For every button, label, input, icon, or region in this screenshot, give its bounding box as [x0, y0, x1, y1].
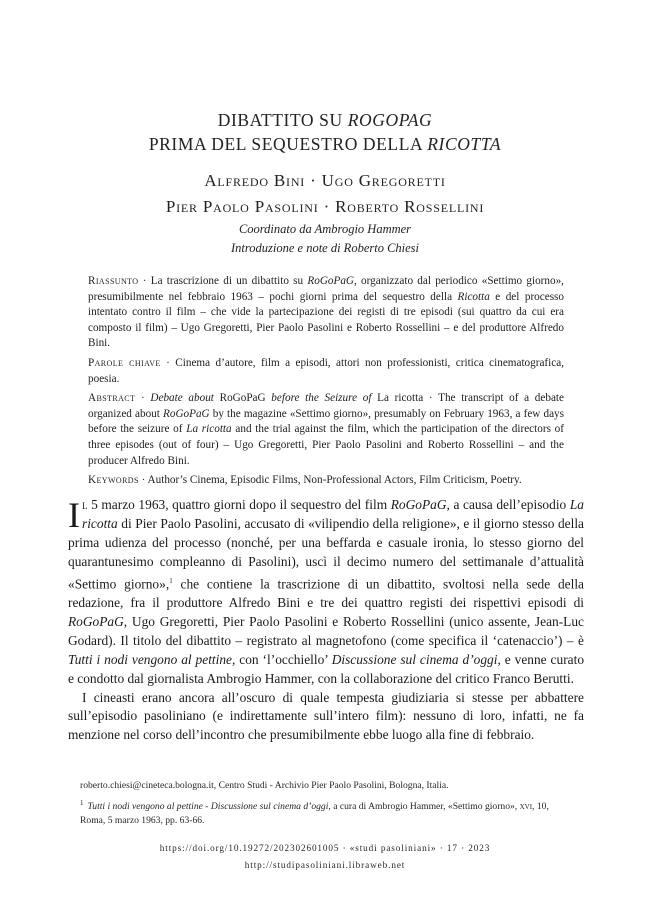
- coordinator-credit: Coordinato da Ambrogio Hammer: [238, 222, 412, 236]
- doi-line[interactable]: https://doi.org/10.19272/202302601005 · «studi pasoliniani» · 17 · 2023: [159, 843, 491, 853]
- footnotes-block: [80, 779, 570, 831]
- abstract-italic-4: La ricotta: [186, 423, 232, 436]
- body-p1-smallcaps: l: [82, 497, 88, 512]
- footnote-1-italic: Tutti i nodi vengono al pettine - Discussione sul cinema d’oggi: [87, 801, 329, 813]
- body-p1-italic-4: Tutti i nodi vengono al pettine: [68, 651, 232, 667]
- footnote-1-smallcaps: xvi: [519, 801, 533, 813]
- author-contact: roberto.chiesi@cineteca.bologna.it, Centro Studi - Archivio Pier Paolo Pasolini, Bologna, Italia.: [80, 780, 449, 791]
- title-line-1-text: DIBATTITO SU: [217, 110, 348, 130]
- footnote-1-text-1: , a cura di Ambrogio Hammer, «Settimo giorno»,: [328, 801, 520, 813]
- body-p1-text-3: di Pier Paolo Pasolini, accusato di «vilipendio della religione», e il giorno stesso della prima udienza del processo (nonché, per una beffarda e casuale ironia, lo stesso giorno del quarantunesimo compleanno di Pasolini), uscì il decimo numero del settimanale d’attualità «Settimo giorno»,: [68, 515, 584, 592]
- keywords-text: Author’s Cinema, Episodic Films, Non-Professional Actors, Film Criticism, Poetry.: [147, 474, 522, 487]
- footnote-1-mark: 1: [80, 799, 84, 807]
- title-line-2-italic: RICOTTA: [427, 134, 502, 154]
- authors-block: [0, 168, 650, 220]
- abstracts-block: [88, 274, 564, 493]
- website-line[interactable]: http://studipasoliniani.libraweb.net: [244, 860, 406, 870]
- body-p1-text-2: , a causa dell’episodio: [446, 497, 570, 512]
- abstract-label: Abstract: [88, 392, 136, 405]
- abstract-italic-3: RoGoPaG: [163, 407, 210, 420]
- abstract-text-1: RoGoPaG: [219, 392, 266, 405]
- abstract-text-3: · The transcript of a debate organized about: [88, 392, 564, 420]
- body-p1-text-4: che contiene la trascrizione di un dibattito, svoltosi nella sede della redazione, fra il produttore Alfredo Bini e tre dei quattro registi dei rispettivi episodi di: [68, 576, 584, 610]
- abstract-paragraph: [88, 391, 564, 469]
- title-line-1: [0, 108, 650, 132]
- body-paragraph-2: I cineasti erano ancora all’oscuro di quale tempesta giudiziaria si stesse per abbattere sull’episodio pasoliniano (e indirettamente sull’intero film): nessuno di loro, infatti, ne fa menzione nel corso dell’incontro che presumibilmente ebbe luogo alla fine di febbraio.: [68, 689, 584, 743]
- article-title: [0, 108, 650, 156]
- body-p1-italic-2: La ricotta: [82, 497, 584, 531]
- riassunto-text-1: La trascrizione di un dibattito su: [150, 275, 308, 287]
- abstract-text-5: and the trial against the film, which the participation of the directors of three episodes (out of four) – Ugo Gregoretti, Pier Paolo Pasolini and Roberto Rossellini – and the producer Alfredo Bini.: [88, 423, 564, 467]
- keywords-label: Keywords: [88, 474, 139, 487]
- title-line-1-italic: ROGOPAG: [347, 110, 433, 130]
- riassunto-sep: ·: [138, 275, 151, 287]
- authors-line-2: Pier Paolo Pasolini · Roberto Rossellini: [165, 197, 485, 216]
- abstract-italic-1: Debate about: [150, 392, 220, 405]
- body-paragraph-1: [68, 496, 584, 689]
- keywords-sep: ·: [138, 474, 148, 487]
- parole-sep: ·: [160, 356, 176, 369]
- abstract-text-4: by the magazine «Settimo giorno», presumably on February 1963, a few days before the seizure of: [88, 407, 564, 436]
- riassunto-text-3: e del processo intentato contro il film – che vide la partecipazione dei registi di tre episodi (sui quattro da cui era composto il film) – Ugo Gregoretti, Pier Paolo Pasolini e Roberto Rossellini – e del produttore Alfredo Bini.: [88, 290, 564, 350]
- page-footer: [0, 840, 650, 874]
- body-p1-italic-1: RoGoPaG: [390, 497, 447, 512]
- parole-chiave-label: Parole chiave: [88, 356, 161, 369]
- body-p1-text-5: , Ugo Gregoretti, Pier Paolo Pasolini e Roberto Rossellini (unico assente, Jean-Luc Godard). Il titolo del dibattito – registrato al magnetofono (come specifica il ‘catenaccio’) – è: [68, 613, 584, 648]
- authors-line-1: Alfredo Bini · Ugo Gregoretti: [204, 171, 446, 190]
- title-line-2: [0, 132, 650, 156]
- abstract-italic-2: before the Seizure of: [265, 392, 378, 405]
- body-p1-text-7: , e venne curato e condotto dal giornalista Ambrogio Hammer, con la collaborazione del critico Franco Berutti.: [68, 651, 585, 686]
- riassunto-italic-2: Ricotta: [457, 290, 490, 303]
- riassunto-text-2: , organizzato dal periodico «Settimo giorno», presumibilmente nel febbraio 1963 – pochi giorni prima del sequestro della: [88, 275, 564, 303]
- intro-credit: Introduzione e note di Roberto Chiesi: [230, 241, 420, 255]
- riassunto-label: Riassunto: [88, 275, 139, 287]
- body-p1-italic-3: RoGoPaG: [68, 613, 124, 629]
- drop-cap: I: [68, 495, 80, 535]
- footnote-1: [80, 796, 570, 828]
- body-p1-italic-5: Discussione sul cinema d’oggi: [331, 651, 498, 667]
- body-p1-text-6: , con ‘l’occhiello’: [232, 651, 332, 667]
- body-p1-text-1: 5 marzo 1963, quattro giorni dopo il sequestro del film: [87, 497, 391, 512]
- article-body: [68, 496, 584, 745]
- parole-chiave-text: Cinema d’autore, film a episodi, attori non professionisti, critica cinematografica, poesia.: [88, 356, 564, 385]
- abstract-sep: ·: [135, 392, 151, 405]
- riassunto-paragraph: [88, 274, 564, 352]
- credits-block: [0, 220, 650, 258]
- title-line-2-text: PRIMA DEL SEQUESTRO DELLA: [148, 134, 428, 154]
- footnote-ref-1[interactable]: 1: [169, 576, 173, 585]
- parole-chiave-paragraph: [88, 356, 564, 387]
- keywords-paragraph: [88, 473, 564, 489]
- footnote-1-text-2: , 10, Roma, 5 marzo 1963, pp. 63-66.: [80, 801, 549, 827]
- abstract-text-2: La ricotta: [377, 392, 424, 405]
- riassunto-italic-1: RoGoPaG: [307, 275, 354, 287]
